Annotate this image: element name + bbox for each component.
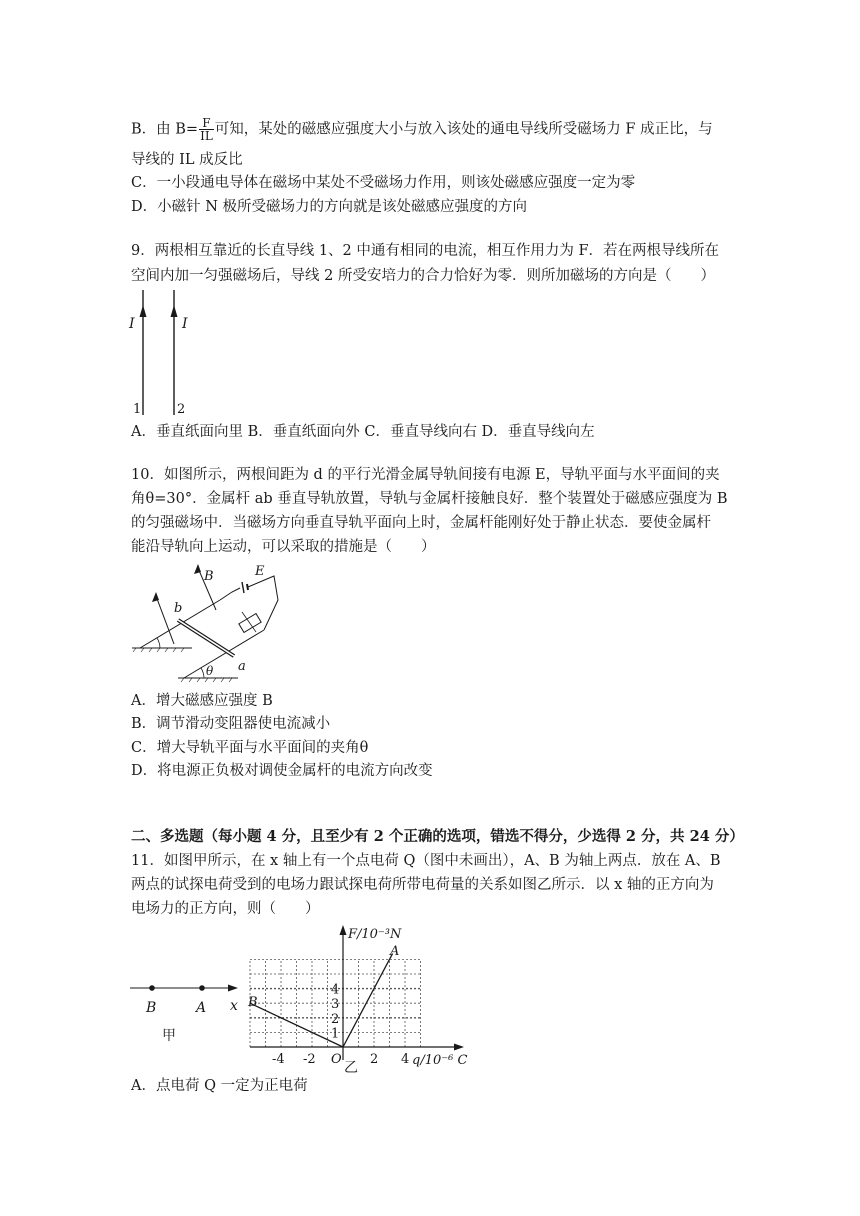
x-tick-label: 2 <box>370 1052 379 1067</box>
graph-x-axis-arrow-icon <box>454 1044 464 1051</box>
label-b-field: B <box>204 569 214 584</box>
q11-stem-line2: 两点的试探电荷受到的电场力跟试探电荷所带电荷量的关系如图乙所示．以 x 轴的正方向为 <box>131 877 714 893</box>
label-b: b <box>174 601 183 616</box>
label-point-a: A <box>196 1000 207 1016</box>
q11-figure-jia <box>128 970 248 1050</box>
circuit-wire <box>220 588 240 600</box>
graph-x-axis-label: q/10⁻⁶ C <box>412 1053 468 1068</box>
q9-options: A．垂直纸面向里 B．垂直纸面向外 C．垂直导线向右 D．垂直导线向左 <box>131 424 595 440</box>
current-label-1: I <box>129 316 135 332</box>
section-heading: 二、多选题（每小题 4 分，且至少有 2 个正确的选项，错选不得分，少选得 2 分，共 24 分） <box>131 828 744 845</box>
rail-lower <box>184 630 264 678</box>
graph-y-axis-arrow-icon <box>340 925 347 935</box>
q10-stem-line4: 能沿导轨向上运动，可以采取的措施是（ ） <box>131 539 436 555</box>
fraction-denominator: IL <box>200 129 213 143</box>
point-b <box>149 985 155 991</box>
y-tick-labels <box>331 983 339 1042</box>
q10-option-b: B．调节滑动变阻器使电流减小 <box>131 716 331 732</box>
wire-label-2: 2 <box>177 402 186 417</box>
q9-stem-line1: 9．两根相互靠近的长直导线 1、2 中通有相同的电流，相互作用力为 F．若在两根导线所在 <box>131 243 720 259</box>
q11-stem-line3: 电场力的正方向，则（ ） <box>131 901 320 917</box>
y-tick-label: 1 <box>331 1026 340 1042</box>
q9-wires-figure <box>125 285 195 420</box>
wire-1-arrow-icon <box>140 305 147 317</box>
x-tick-label: -4 <box>272 1052 285 1067</box>
x-axis-arrow-icon <box>228 985 238 992</box>
x-tick-label: 4 <box>401 1052 410 1067</box>
q11-stem-line1: 11．如图甲所示，在 x 轴上有一个点电荷 Q（图中未画出），A、B 为轴上两点．放在 A、B <box>131 853 721 869</box>
graph-line-b-label: B <box>248 995 258 1010</box>
label-x-axis: x <box>230 998 238 1014</box>
formula-fraction <box>199 117 214 142</box>
q10-rails-figure <box>128 560 288 685</box>
label-e: E <box>255 564 265 579</box>
wire-label-1: 1 <box>133 402 142 417</box>
q10-option-c: C．增大导轨平面与水平面间的夹角θ <box>131 740 369 756</box>
q11-option-a: A．点电荷 Q 一定为正电荷 <box>131 1078 308 1094</box>
label-point-b: B <box>146 1000 157 1016</box>
label-a: a <box>238 659 246 674</box>
line-a <box>343 954 393 1047</box>
q10-stem-line2: 角θ=30°．金属杆 ab 垂直导轨放置，导轨与金属杆接触良好．整个装置处于磁感应强度为 B <box>131 491 728 507</box>
q10-stem-line3: 的匀强磁场中．当磁场方向垂直导轨平面向上时，金属杆能刚好处于静止状态．要使金属杆 <box>131 515 711 531</box>
battery-short-plate <box>247 584 248 590</box>
angle-arc <box>201 668 204 678</box>
rod-ab-inner <box>178 620 234 656</box>
y-tick-label: 4 <box>331 982 340 998</box>
q11-figure-yi <box>240 920 480 1076</box>
x-tick-label: -2 <box>303 1052 316 1067</box>
graph-origin-label: O <box>331 1052 342 1067</box>
point-a <box>199 985 205 991</box>
q8-option-b <box>131 117 713 142</box>
q8-option-b-line2: 导线的 IL 成反比 <box>131 152 243 168</box>
y-tick-label: 2 <box>331 1011 340 1027</box>
angle-arc-upper <box>157 638 160 648</box>
graph-line-a-label: A <box>390 944 400 959</box>
current-label-2: I <box>182 316 188 332</box>
q8-option-b-prefix: B．由 B= <box>131 121 199 138</box>
y-tick-label: 3 <box>331 997 340 1013</box>
graph-y-axis-label: F/10⁻³N <box>348 927 402 942</box>
ground-hatching <box>133 648 232 682</box>
q10-option-d: D．将电源正负极对调使金属杆的电流方向改变 <box>131 763 433 779</box>
q8-option-d: D．小磁针 N 极所受磁场力的方向就是该处磁感应强度的方向 <box>131 199 528 215</box>
q10-stem-line1: 10．如图所示，两根间距为 d 的平行光滑金属导轨间接有电源 E，导轨平面与水平面间的夹 <box>131 467 720 483</box>
q10-option-a: A．增大磁感应强度 B <box>131 693 273 709</box>
label-theta: θ <box>206 664 214 678</box>
wire-2-arrow-icon <box>171 305 178 317</box>
q8-option-c: C．一小段通电导体在磁场中某处不受磁场力作用，则该处磁感应强度一定为零 <box>131 175 636 191</box>
q9-stem-line2: 空间内加一匀强磁场后，导线 2 所受安培力的合力恰好为零．则所加磁场的方向是（ ） <box>131 268 715 284</box>
battery-long-plate <box>242 582 244 593</box>
caption-jia: 甲 <box>162 1028 176 1044</box>
fraction-numerator: F <box>199 117 214 130</box>
q8-option-b-text: 可知，某处的磁感应强度大小与放入该处的通电导线所受磁场力 F 成正比，与 <box>214 121 713 138</box>
graph-caption-yi: 乙 <box>344 1060 358 1076</box>
